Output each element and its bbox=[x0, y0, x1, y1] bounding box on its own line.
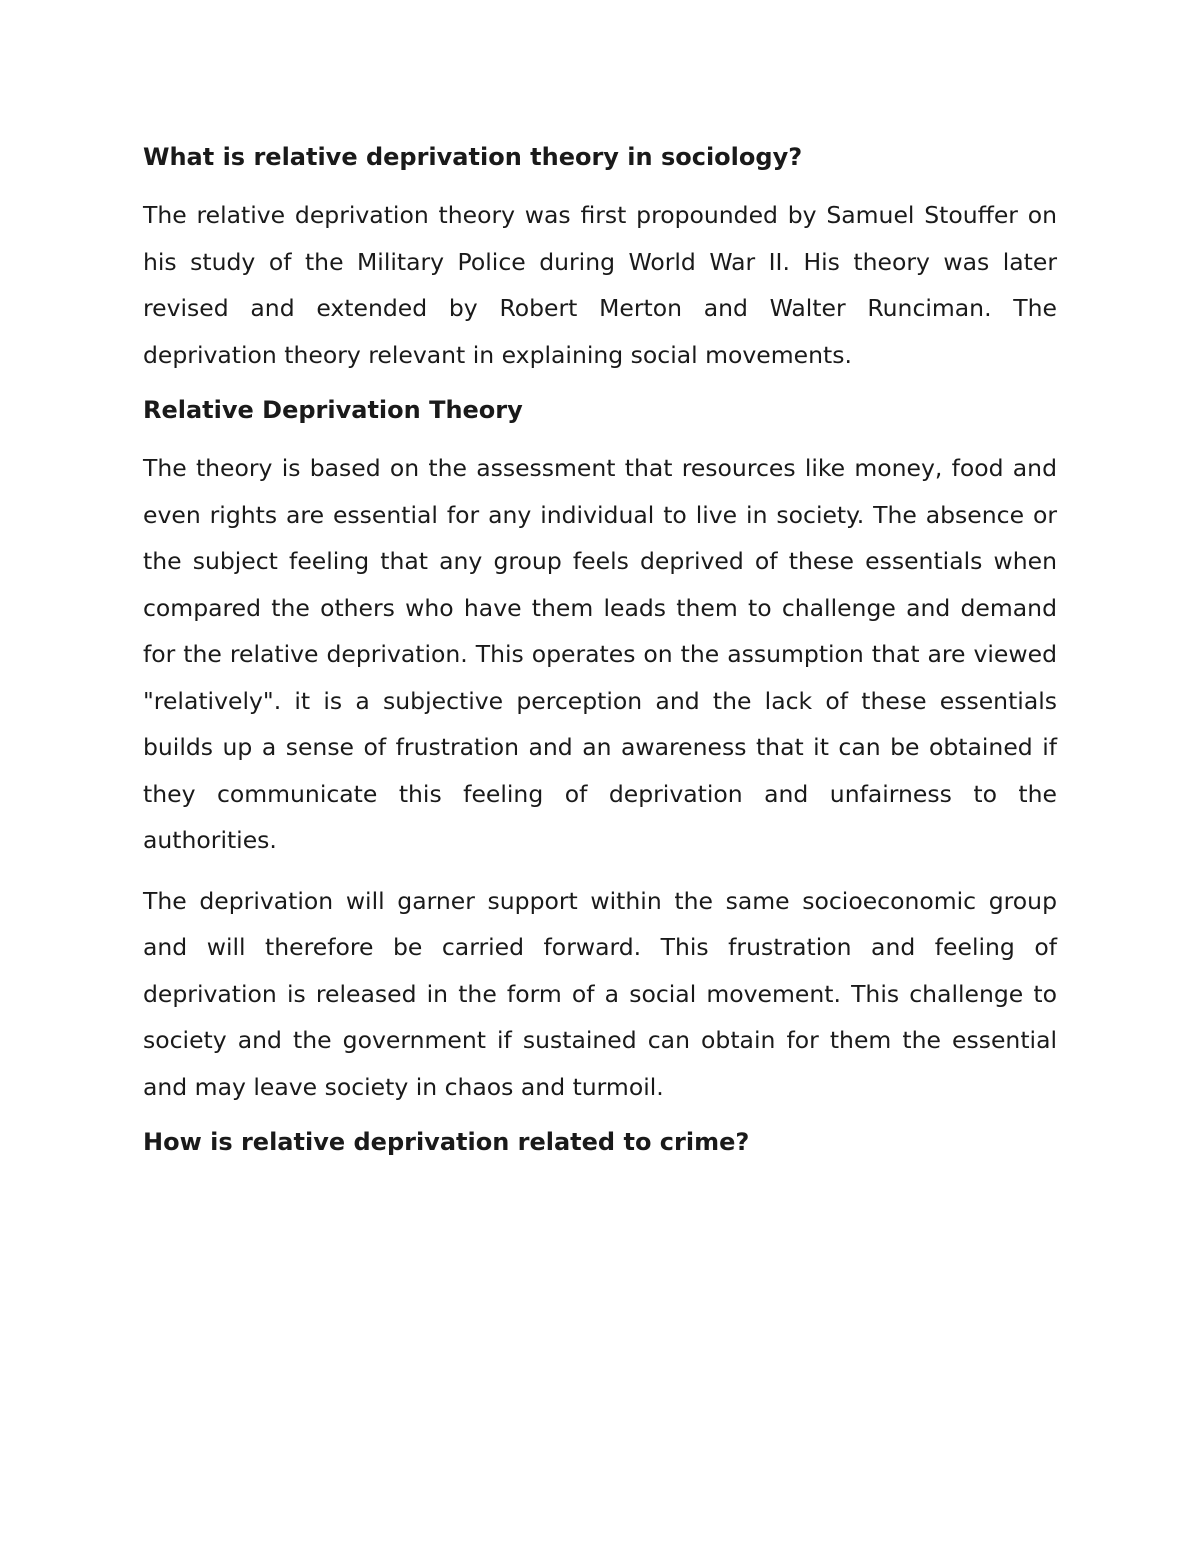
document-page bbox=[143, 139, 1057, 1177]
heading-relation-to-crime: How is relative deprivation related to crime? bbox=[143, 1128, 750, 1156]
paragraph-theory-assessment: The theory is based on the assessment that resources like money, food and even rights are essential for any individual to live in society. The absence or the subject feeling that any group feels deprived of these essentials when compared the others who have them leads them to challenge and demand for the relative deprivation. This operates on the assumption that are viewed "relatively". it is a subjective perception and the lack of these essentials builds up a sense of frustration and an awareness that it can be obtained if they communicate this feeling of deprivation and unfairness to the authorities. bbox=[143, 454, 1057, 854]
heading-relative-deprivation-theory: Relative Deprivation Theory bbox=[143, 396, 523, 424]
paragraph-social-movement: The deprivation will garner support within the same socioeconomic group and will therefore be carried forward. This frustration and feeling of deprivation is released in the form of a social movement. This challenge to society and the government if sustained can obtain for them the essential and may leave society in chaos and turmoil. bbox=[143, 886, 1057, 1101]
paragraph-origin-of-theory: The relative deprivation theory was first propounded by Samuel Stouffer on his study of the Military Police during World War II. His theory was later revised and extended by Robert Merton and Walter Runciman. The deprivation theory relevant in explaining social movements. bbox=[143, 201, 1057, 369]
heading-what-is-relative-deprivation: What is relative deprivation theory in sociology? bbox=[143, 143, 803, 171]
